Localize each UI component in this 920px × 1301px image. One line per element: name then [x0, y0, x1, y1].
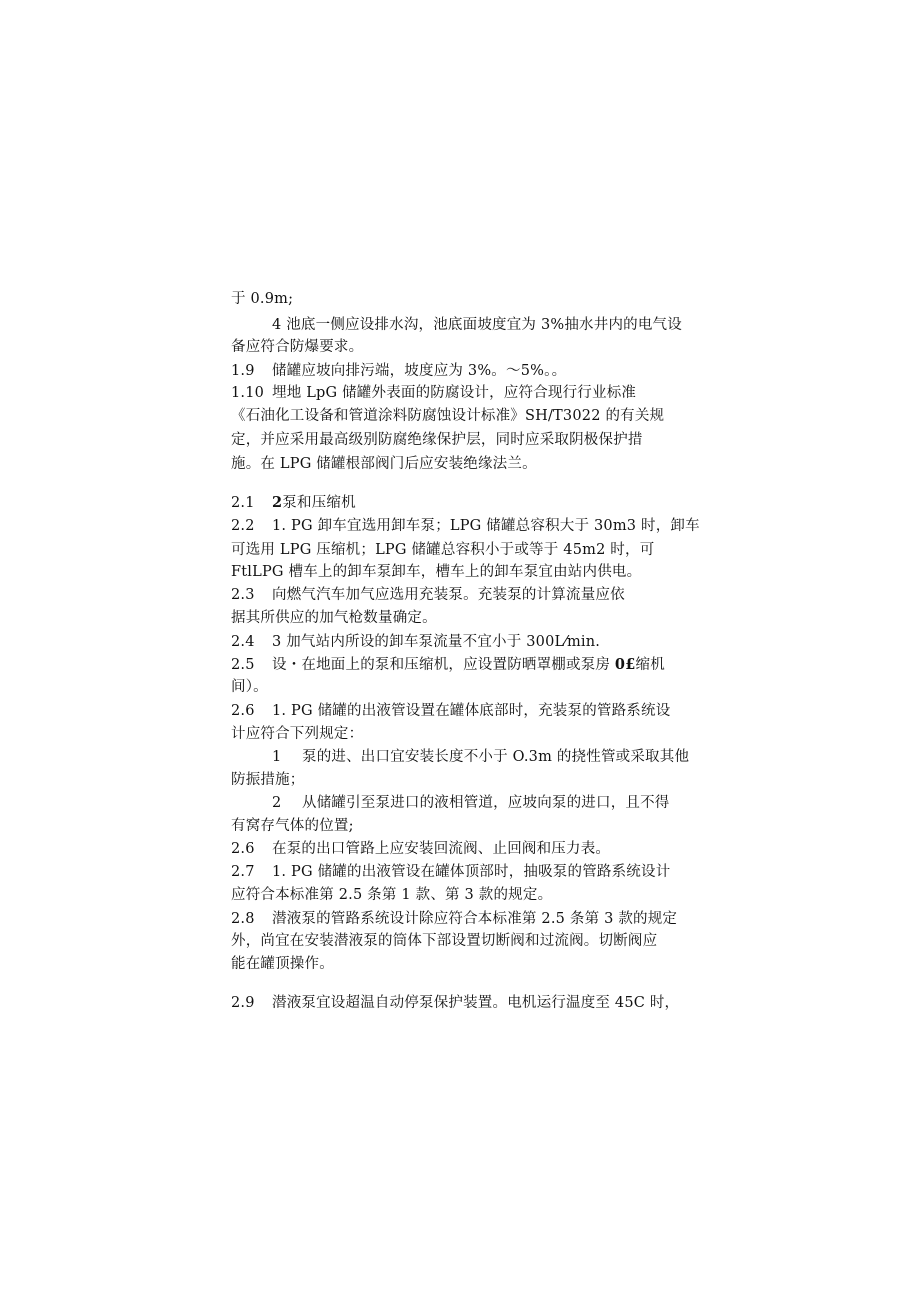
- section-2-9: 2.9 潜液泵宜设超温自动停泵保护装置。电机运行温度至 45C 时，: [231, 995, 680, 1011]
- section-2-6: 2.6 1. PG 储罐的出液管设置在罐体底部时，充装泵的管路系统设: [231, 703, 671, 719]
- text-line: 间）。: [231, 679, 268, 695]
- section-2-6b: 2.6 在泵的出口管路上应安装回流阀、止回阀和压力表。: [231, 841, 611, 857]
- section-1-10: 1.10 埋地 LpG 储罐外表面的防腐设计，应符合现行行业标准: [231, 385, 637, 401]
- text-line: 有窝存气体的位置;: [231, 818, 354, 834]
- section-number: 2.6: [231, 703, 255, 719]
- text-line: FtlLPG 槽车上的卸车泵卸车，槽车上的卸车泵宜由站内供电。: [231, 564, 642, 580]
- list-item-1: 1 泵的进、出口宜安装长度不小于 O.3m 的挠性管或采取其他: [272, 749, 690, 765]
- text-line: 防振措施；: [231, 772, 305, 788]
- section-2-8: 2.8 潜液泵的管路系统设计除应符合本标准第 2.5 条第 3 款的规定: [231, 911, 678, 927]
- section-2-2: 2.2 1. PG 卸车宜选用卸车泵；LPG 储罐总容积大于 30m3 时，卸车: [231, 518, 700, 534]
- text-line: 应符合本标准第 2.5 条第 1 款、第 3 款的规定。: [231, 887, 553, 903]
- text-line: 能在罐顶操作。: [231, 956, 334, 972]
- text-line: 定，并应采用最高级别防腐绝缘保护层，同时应采取阴极保护措: [231, 432, 643, 448]
- section-number: 2.1: [231, 495, 255, 511]
- text-line: 据其所供应的加气枪数量确定。: [231, 610, 437, 626]
- section-number: 2.7: [231, 864, 255, 880]
- text-line: 4 池底一侧应设排水沟，池底面坡度宜为 3%抽水井内的电气设: [272, 317, 682, 333]
- section-number: 1.10: [231, 385, 265, 401]
- text-line: 《石油化工设备和管道涂料防腐蚀设计标准》SH/T3022 的有关规: [231, 408, 665, 424]
- section-2-4: 2.4 3 加气站内所设的卸车泵流量不宜小于 300L⁄min.: [231, 634, 601, 650]
- section-number: 2.5: [231, 657, 255, 673]
- section-1-9: 1.9 储罐应坡向排污端，坡度应为 3%。～5%。。: [231, 363, 567, 379]
- section-2-7: 2.7 1. PG 储罐的出液管设在罐体顶部时，抽吸泵的管路系统设计: [231, 864, 671, 880]
- section-number: 2.9: [231, 995, 255, 1011]
- text-line: 计应符合下列规定：: [231, 726, 364, 742]
- section-number: 2.8: [231, 911, 255, 927]
- text-line: 可选用 LPG 压缩机；LPG 储罐总容积小于或等于 45m2 时，可: [231, 542, 655, 558]
- section-2-3: 2.3 向燃气汽车加气应选用充装泵。充装泵的计算流量应依: [231, 587, 625, 603]
- list-item-2: 2 从储罐引至泵进口的液相管道，应坡向泵的进口，且不得: [272, 795, 670, 811]
- section-number: 1.9: [231, 363, 255, 379]
- section-number: 2.6: [231, 841, 255, 857]
- text-line: 备应符合防爆要求。: [231, 339, 364, 355]
- text-line: 施。在 LPG 储罐根部阀门后应安装绝缘法兰。: [231, 456, 537, 472]
- section-number: 2.4: [231, 634, 255, 650]
- section-2-1-heading: 2.1 2泵和压缩机: [231, 494, 356, 511]
- section-number: 2.2: [231, 518, 255, 534]
- item-number: 2: [272, 795, 282, 811]
- text-line: 于 0.9m;: [231, 291, 294, 307]
- text-line: 外，尚宜在安装潜液泵的筒体下部设置切断阀和过流阀。切断阀应: [231, 933, 658, 949]
- section-number: 2.3: [231, 587, 255, 603]
- item-number: 1: [272, 749, 282, 765]
- section-2-5: 2.5 设・在地面上的泵和压缩机，应设置防晒罩棚或泵房 0£缩机: [231, 656, 665, 673]
